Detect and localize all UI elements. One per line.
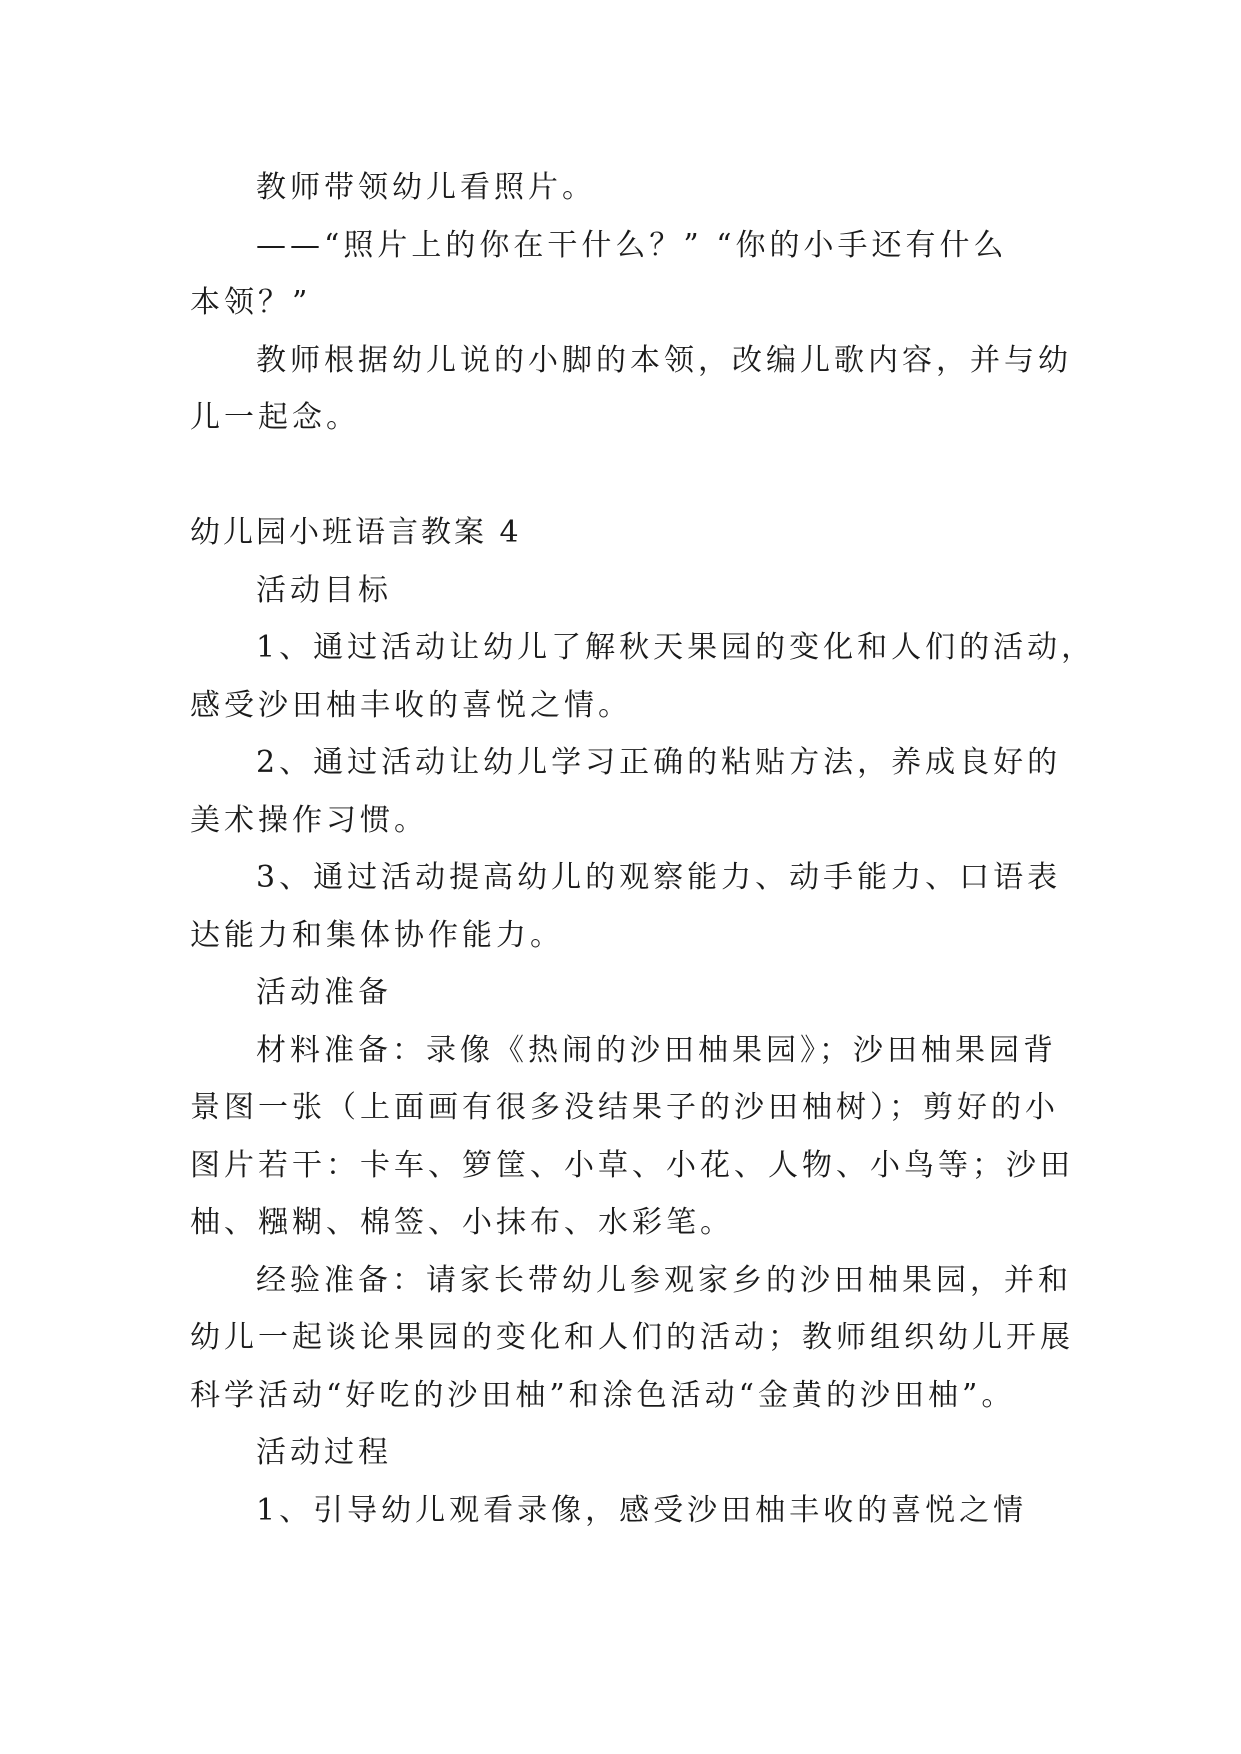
paragraph-line: 3、通过活动提高幼儿的观察能力、动手能力、口语表: [256, 860, 1062, 895]
paragraph-line: 图片若干：卡车、箩筐、小草、小花、人物、小鸟等；沙田: [190, 1148, 1074, 1183]
section-title: 幼儿园小班语言教案 4: [190, 515, 522, 550]
paragraph-line: 1、通过活动让幼儿了解秋天果园的变化和人们的活动，: [256, 630, 1096, 665]
paragraph-line: 儿一起念。: [190, 400, 360, 435]
paragraph-line: 景图一张（上面画有很多没结果子的沙田柚树）；剪好的小: [190, 1090, 1059, 1125]
paragraph-line: 本领？”: [190, 285, 312, 320]
paragraph-line: 柚、糨糊、棉签、小抹布、水彩笔。: [190, 1205, 734, 1240]
paragraph-line: 2、通过活动让幼儿学习正确的粘贴方法，养成良好的: [256, 745, 1062, 780]
paragraph-line: 教师带领幼儿看照片。: [256, 170, 596, 205]
paragraph-line: 1、引导幼儿观看录像，感受沙田柚丰收的喜悦之情: [256, 1493, 1028, 1528]
subheading: 活动准备: [256, 975, 392, 1010]
paragraph-line: 经验准备：请家长带幼儿参观家乡的沙田柚果园，并和: [256, 1263, 1072, 1298]
subheading: 活动目标: [256, 573, 392, 608]
paragraph-line: 教师根据幼儿说的小脚的本领，改编儿歌内容，并与幼: [256, 343, 1072, 378]
paragraph-line: 感受沙田柚丰收的喜悦之情。: [190, 688, 632, 723]
paragraph-line: 材料准备：录像《热闹的沙田柚果园》；沙田柚果园背: [256, 1033, 1057, 1068]
paragraph-line: 美术操作习惯。: [190, 803, 428, 838]
paragraph-line: 科学活动“好吃的沙田柚”和涂色活动“金黄的沙田柚”。: [190, 1378, 1016, 1413]
subheading: 活动过程: [256, 1435, 392, 1470]
paragraph-line: 幼儿一起谈论果园的变化和人们的活动；教师组织幼儿开展: [190, 1320, 1074, 1355]
paragraph-line: 达能力和集体协作能力。: [190, 918, 564, 953]
paragraph-line: ——“照片上的你在干什么？” “你的小手还有什么: [256, 228, 1008, 263]
